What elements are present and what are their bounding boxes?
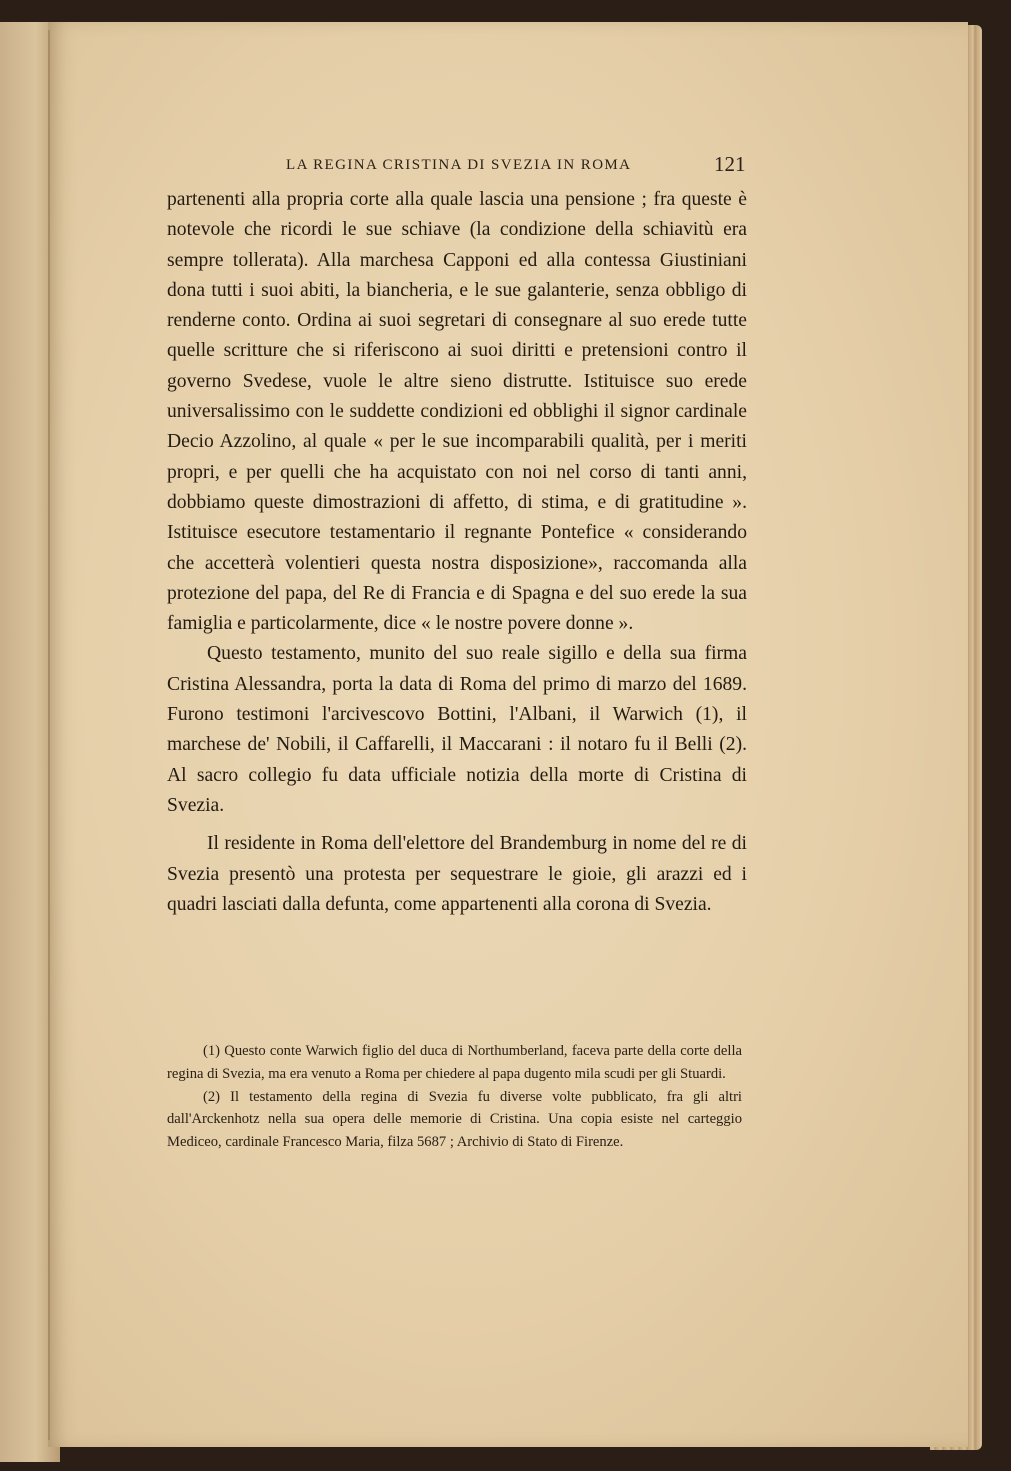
paragraph: Questo testamento, munito del suo reale sigillo e della sua firma Cristina Alessandra, porta la data di Roma del primo di marzo del 1689. Furono testimoni l'arcivescovo Bottini, l'Albani, il Warwich (1), il marchese de' Nobili, il Caffarelli, il Maccarani : il notaro fu il Belli (2). Al sacro collegio fu data ufficiale notizia della morte di Cristina di Svezia. — [167, 643, 747, 816]
main-text — [167, 185, 747, 920]
running-title: LA REGINA CRISTINA DI SVEZIA IN ROMA — [286, 157, 632, 173]
footnote: (1) Questo conte Warwich figlio del duca di Northumberland, faceva parte della corte della regina di Svezia, ma era venuto a Roma per chiedere al papa dugento mila scudi per gli Stuardi. — [167, 1043, 742, 1082]
footnote: (2) Il testamento della regina di Svezia fu diverse volte pubblicato, fra gli altri dall'Arckenhotz nella sua opera delle memorie di Cristina. Una copia esiste nel carteggio Mediceo, cardinale Francesco Maria, filza 5687 ; Archivio di Stato di Firenze. — [167, 1088, 742, 1151]
binding-gutter — [48, 30, 50, 1440]
footnotes — [167, 1040, 742, 1154]
paragraph: partenenti alla propria corte alla quale lascia una pensione ; fra queste è notevole che ricordi le sue schiave (la condizione della schiavitù era sempre tollerata). Alla marchesa Capponi ed alla contessa Giustiniani dona tutti i suoi abiti, la biancheria, e le sue galanterie, senza obbligo di renderne conto. Ordina ai suoi segretari di consegnare al suo erede tutte quelle scritture che si riferiscono ai suoi diritti e pretensioni contro il governo Svedese, vuole le altre sieno distrutte. Istituisce suo erede universalissimo con le suddette condizioni ed obblighi il signor cardinale Decio Azzolino, al quale « per le sue incomparabili qualità, per i meriti propri, e per quelli che ha acquistato con noi nel corso di tanti anni, dobbiamo queste dimostrazioni di affetto, di stima, e di gratitudine ». Istituisce esecutore testamentario il regnante Pontefice « considerando che accetterà volentieri questa nostra disposizione», raccomanda alla protezione del papa, del Re di Francia e di Spagna e del suo erede la sua famiglia e particolarmente, dice « le nostre povere donne ». — [167, 189, 747, 635]
page-number: 121 — [714, 152, 746, 176]
paragraph: Il residente in Roma dell'elettore del Brandemburg in nome del re di Svezia presentò una protesta per sequestrare le gioie, gli arazzi ed i quadri lasciati dalla defunta, come appartenenti alla corona di Svezia. — [167, 833, 747, 915]
